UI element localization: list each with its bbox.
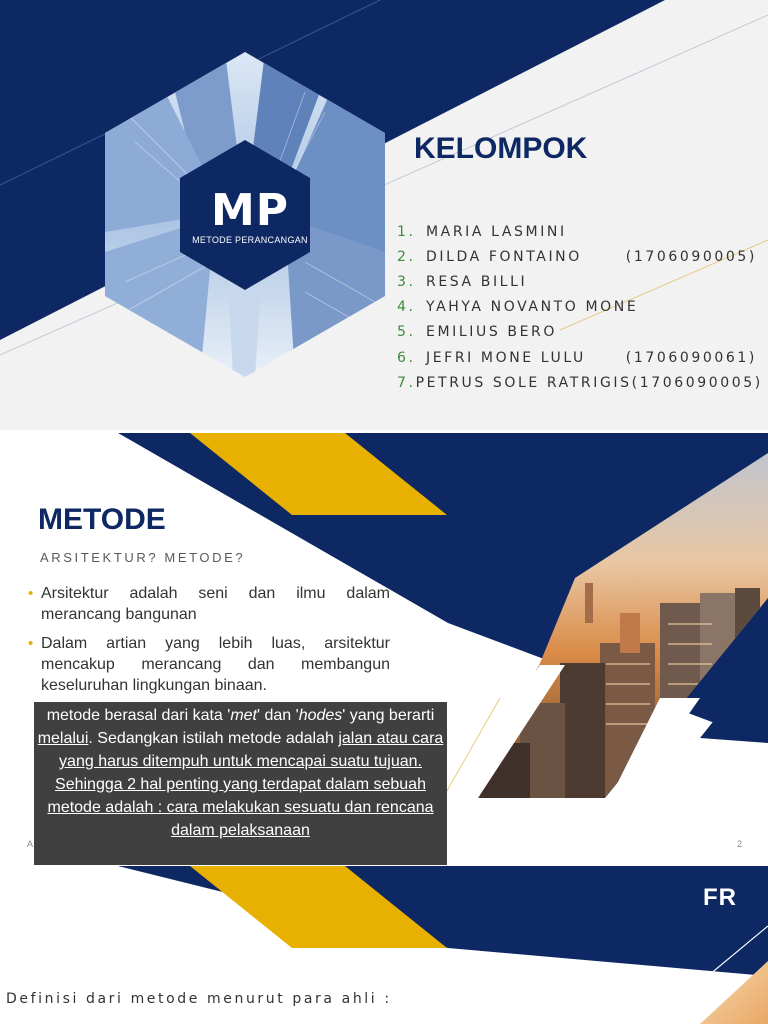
member-name: YAHYA NOVANTO MONE xyxy=(426,299,639,316)
definition-term-melalui: melalui xyxy=(37,730,89,747)
member-nim: (1706090005) xyxy=(631,374,763,391)
list-number: 3. xyxy=(397,273,416,290)
slide-definisi-ahli xyxy=(0,866,768,1024)
list-item xyxy=(397,345,757,370)
list-number: 1. xyxy=(397,223,416,240)
list-number: 6. xyxy=(397,349,416,366)
member-name: PETRUS SOLE RATRIGIS xyxy=(415,374,632,391)
page-number: 2 xyxy=(737,839,743,849)
definition-underlined: jalan atau cara yang harus ditempuh untuk mencapai suatu tujuan. xyxy=(59,730,444,770)
definition-text: ' dan ' xyxy=(256,707,299,724)
list-item xyxy=(397,219,757,244)
member-name: MARIA LASMINI xyxy=(426,223,567,240)
logo-title: MP xyxy=(210,185,290,236)
list-number: 2. xyxy=(397,248,416,265)
list-number: 4. xyxy=(397,299,416,316)
metode-heading: METODE xyxy=(38,503,166,536)
member-name: RESA BILLI xyxy=(426,273,528,290)
list-number: 5. xyxy=(397,324,416,341)
definition-text: ' yang berarti xyxy=(342,707,435,724)
member-name: EMILIUS BERO xyxy=(426,324,557,341)
definition-term-met: met xyxy=(230,707,257,724)
fr-heading: FR xyxy=(703,884,737,911)
logo-subtitle: METODE PERANCANGAN xyxy=(192,235,308,245)
definition-text: . Sedangkan istilah metode adalah xyxy=(88,730,339,747)
list-item xyxy=(397,244,757,269)
metode-subheading: ARSITEKTUR? METODE? xyxy=(40,550,246,565)
kelompok-heading: KELOMPOK xyxy=(414,132,588,165)
member-name: DILDA FONTAINO xyxy=(426,248,582,265)
member-name: JEFRI MONE LULU xyxy=(426,349,586,366)
definisi-caption: Definisi dari metode menurut para ahli : xyxy=(6,991,392,1007)
bullet-list xyxy=(28,583,390,704)
slide-kelompok xyxy=(0,0,768,430)
list-item: • Dalam artian yang lebih luas, arsitektur mencakup merancang dan membangun keseluruhan lingkungan binaan. xyxy=(28,633,390,696)
list-item xyxy=(397,269,757,294)
list-number: 7. xyxy=(397,374,416,391)
list-item xyxy=(397,370,763,395)
member-nim: (1706090005) xyxy=(625,248,757,265)
member-nim: (1706090061) xyxy=(625,349,757,366)
definition-conclusion: Sehingga 2 hal penting yang terdapat dalam sebuah metode adalah : cara melakukan sesuatu dan rencana dalam pelaksanaan xyxy=(47,776,434,839)
member-list xyxy=(397,219,763,395)
definition-box xyxy=(34,702,447,865)
definition-text: metode berasal dari kata ' xyxy=(46,707,231,724)
list-item xyxy=(397,320,757,345)
list-item: • Arsitektur adalah seni dan ilmu dalam merancang bangunan xyxy=(28,583,390,625)
footer-text: A xyxy=(27,839,34,849)
list-item xyxy=(397,295,757,320)
definition-term-hodes: hodes xyxy=(298,707,343,724)
